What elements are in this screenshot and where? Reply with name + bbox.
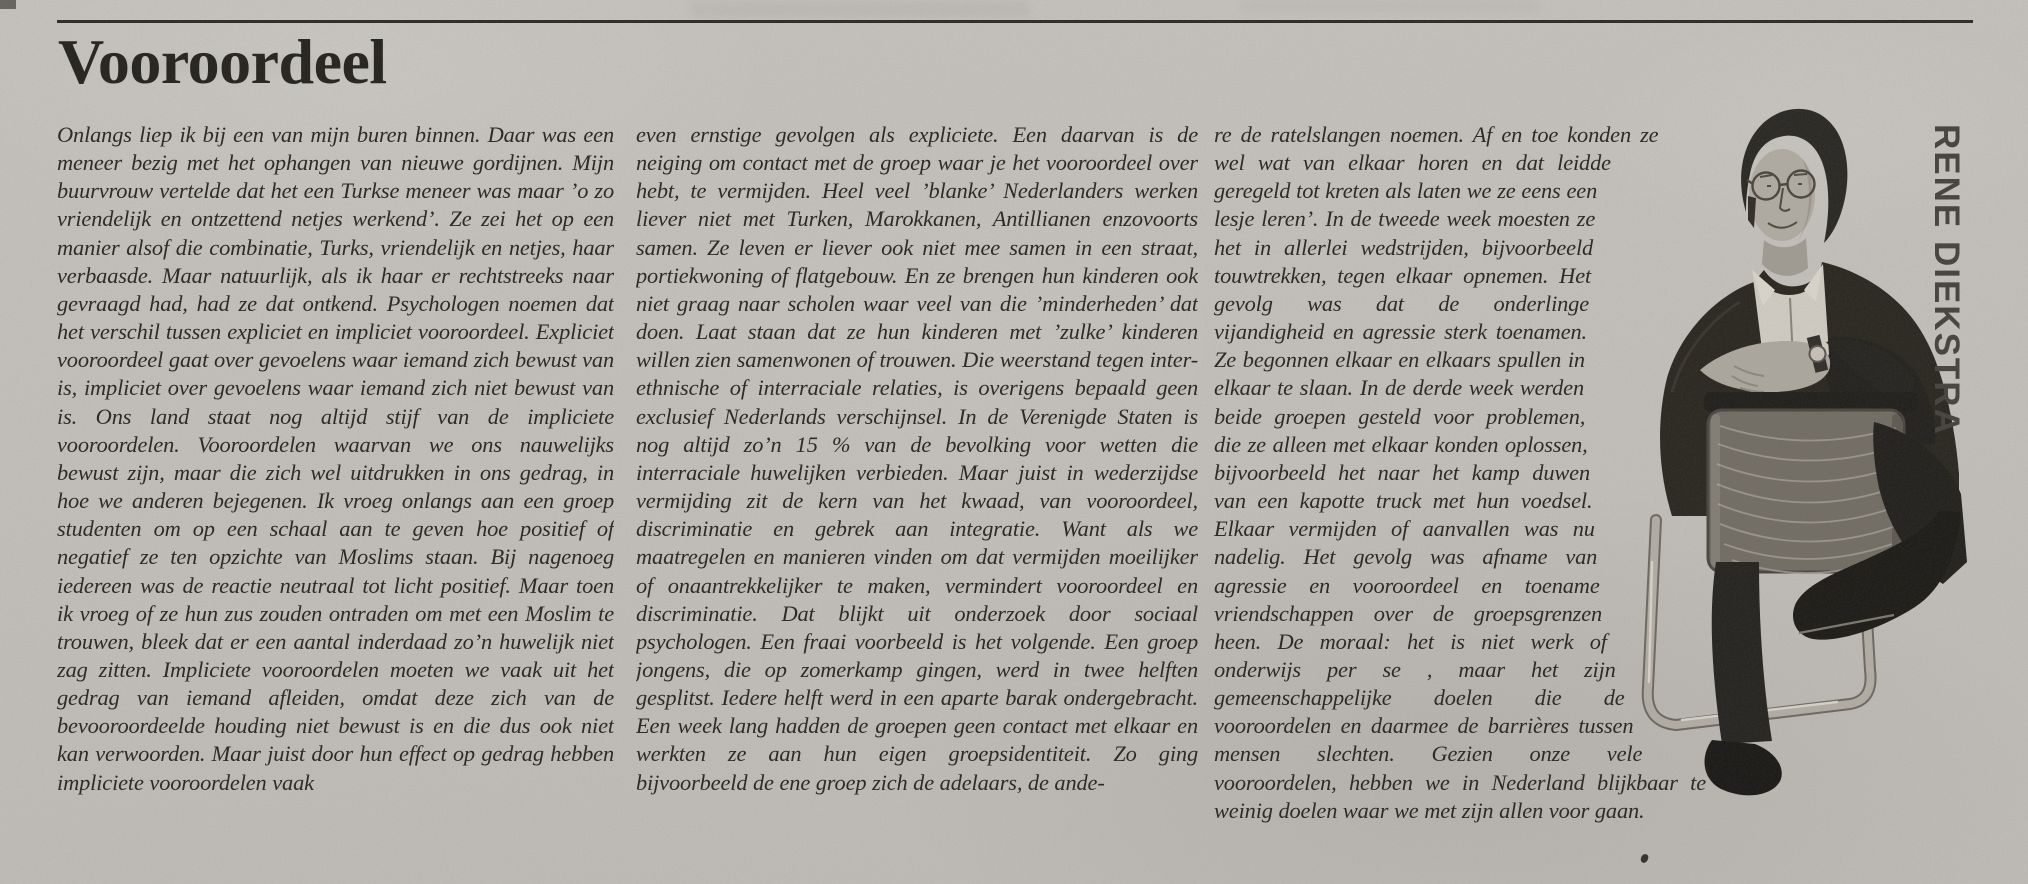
author-sideburn	[1748, 196, 1756, 228]
article-column-3	[1214, 121, 1706, 839]
author-byline-vertical: RENE DIEKSTRA	[1927, 124, 1966, 436]
ink-speck	[1640, 853, 1649, 864]
column-1-text: Onlangs liep ik bij een van mijn buren binnen. Daar was een meneer bezig met het ophangen van nieuwe gordijnen. Mijn buurvrouw vertelde dat het een Turkse meneer was maar ’o zo vriendelijk en ontzettend netjes werkend’. Ze zei het op een manier alsof die combinatie, Turks, vriendelijk en netjes, haar verbaasde. Maar natuurlijk, als ik haar er rechtstreeks naar gevraagd had, had ze dat ontkend. Psychologen noemen dat het verschil tussen expliciet en impliciet vooroordeel. Expliciet vooroordeel gaat over gevoelens waar iemand zich bewust van is, impliciet over gevoelens waar iemand zich niet bewust van is. Ons land staat nog altijd stijf van de impliciete vooroordelen. Vooroordelen waarvan we ons nauwelijks bewust zijn, maar die zich wel uitdrukken in ons gedrag, in hoe we anderen bejegenen. Ik vroeg onlangs aan een groep studenten om op een schaal aan te geven hoe positief of negatief ze ten opzichte van Moslims staan. Bij nagenoeg iedereen was de reactie neutraal tot licht positief. Maar toen ik vroeg of ze hun zus zouden ontraden om met een Moslim te trouwen, bleek dat er een aantal inderdaad zo’n huwelijk niet zag zitten. Impliciete vooroordelen moeten we vaak uit het gedrag van iemand afleiden, omdat deze zich van de bevooroordeelde houding niet bewust is en die dus ook niet kan verwoorden. Maar juist door hun effect op gedrag hebben impliciete vooroordelen vaak	[57, 122, 614, 795]
article-column-2	[636, 121, 1198, 839]
top-rule	[57, 20, 1973, 23]
corner-ink-mark	[0, 0, 16, 9]
bleed-through-smudge	[690, 2, 1030, 17]
article-title: Vooroordeel	[58, 26, 387, 97]
column-2-text: even ernstige gevolgen als expliciete. Een daarvan is de neiging om contact met de groep waar je het vooroordeel over hebt, te vermijden. Heel veel ’blanke’ Nederlanders werken liever niet met Turken, Marokkanen, Antillianen enzovoorts samen. Ze leven er liever ook niet mee samen in een straat, portiekwoning of flatgebouw. En ze brengen hun kinderen ook niet graag naar scholen waar veel van die ’minderheden’ dat doen. Laat staan dat ze hun kinderen met ’zulke’ kinderen willen zien samenwonen of trouwen. Die weerstand tegen inter-ethnische of interraciale relaties, is overigens bepaald geen exclusief Nederlands verschijnsel. In de Verenigde Staten is nog altijd zo’n 15 % van de bevolking voor wetten die interraciale huwelijken verbieden. Maar juist in wederzijdse vermijding zit de kern van het kwaad, van vooroordeel, discriminatie en gebrek aan integratie. Want als we maatregelen en manieren vinden om dat vermijden moeilijker of onaantrekkelijker te maken, vermindert vooroordeel en discriminatie. Dat blijkt uit onderzoek door sociaal psychologen. Een fraai voorbeeld is het volgende. Een groep jongens, die op zomerkamp gingen, werd in twee helften gesplitst. Iedere helft werd in een aparte barak ondergebracht. Een week lang hadden de groepen geen contact met elkaar en werkten ze aan hun eigen groepsidentiteit. Zo ging bijvoorbeeld de ene groep zich de adelaars, de ande-	[636, 122, 1198, 795]
article-column-1	[57, 121, 614, 839]
bleed-through-smudge	[1240, 0, 1540, 12]
column-3-text: re de ratelslangen noemen. Af en toe konden ze wel wat van elkaar horen en dat leidde geregeld tot kreten als laten we ze eens een lesje leren’. In de tweede week moesten ze het in allerlei wedstrijden, bijvoorbeeld touwtrekken, tegen elkaar opnemen. Het gevolg was dat de onderlinge vijandigheid en agressie sterk toenamen. Ze begonnen elkaar en elkaars spullen in elkaar te slaan. In de derde week werden beide groepen gesteld voor problemen, die ze alleen met elkaar konden oplossen, bijvoorbeeld het naar het kamp duwen van een kapotte truck met hun voedsel. Elkaar vermijden of aanvallen was nu nadelig. Het gevolg was afname van agressie en vooroordeel en toename vriendschappen over de groepsgrenzen heen. De moraal: het is niet werk of onderwijs per se , maar het zijn gemeenschappelijke doelen die de vooroordelen en daarmee de barrières tussen mensen slechten. Gezien onze vele vooroordelen, hebben we in Nederland blijkbaar te weinig doelen waar we met zijn allen voor gaan.	[1214, 122, 1706, 823]
